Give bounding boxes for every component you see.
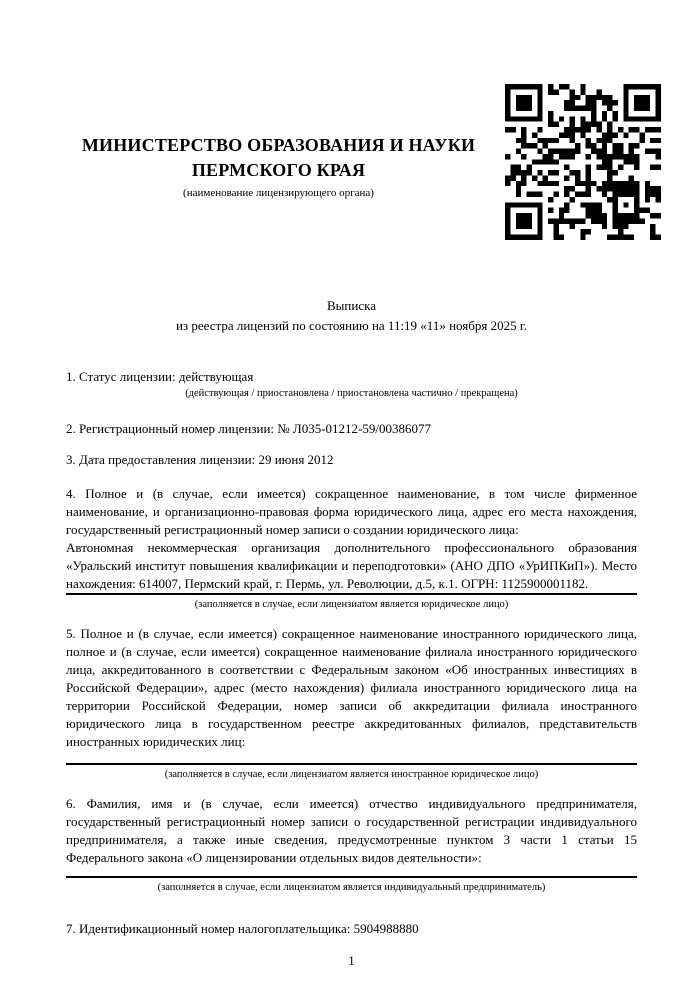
field-legal-entity [66,485,637,593]
document-title [66,296,637,335]
field-taxpayer-id: 7. Идентификационный номер налогоплательщика: 5904988880 [66,921,419,936]
authority-name-line1: МИНИСТЕРСТВО ОБРАЗОВАНИЯ И НАУКИ [81,135,476,155]
authority-name-caption: (наименование лицензирующего органа) [183,187,374,199]
field-license-status: 1. Статус лицензии: действующая [66,369,254,384]
field-license-grant-date: 3. Дата предоставления лицензии: 29 июня 2012 [66,452,334,467]
title-line2: из реестра лицензий по состоянию на 11:19 «11» ноября 2025 г. [176,317,527,333]
licensing-authority-name [66,133,491,183]
field-individual-entrepreneur-caption: (заполняется в случае, если лицензиатом является индивидуальный предприниматель) [157,882,546,893]
field-individual-entrepreneur: 6. Фамилия, имя и (в случае, если имеется) отчество индивидуального предпринимателя, государственный регистрационный номер записи о государственной регистрации индивидуального предпринимателя, а также иные сведения, предусмотренные пунктом 3 части 1 статьи 15 Федерального закона «О лицензировании отдельных видов деятельности»: [66,796,637,865]
field-legal-entity-prompt: 4. Полное и (в случае, если имеется) сокращенное наименование, в том числе фирменное наименование, и организационно-правовая форма юридического лица, адрес его места нахождения, государственный регистрационный номер записи о создании юридического лица: [66,486,637,537]
individual-entrepreneur-underline [66,876,637,878]
field-registration-number: 2. Регистрационный номер лицензии: № Л035-01212-59/00386077 [66,421,432,436]
field-license-status-caption: (действующая / приостановлена / приостановлена частично / прекращена) [185,388,518,399]
foreign-entity-underline [66,763,637,765]
field-legal-entity-value: Автономная некоммерческая организация дополнительного профессионального образования «Уральский институт повышения квалификации и переподготовки» (АНО ДПО «УрИПКиП»). Место нахождения: 614007, Пермский край, г. Пермь, ул. Революции, д.5, к.1. ОГРН: 1125900001182. [66,540,637,591]
authority-name-line2: ПЕРМСКОГО КРАЯ [191,160,366,180]
title-line1: Выписка [327,298,376,313]
page-number: 1 [348,953,355,968]
legal-entity-underline [66,593,637,595]
field-legal-entity-caption: (заполняется в случае, если лицензиатом является юридическое лицо) [194,599,509,610]
field-foreign-entity-caption: (заполняется в случае, если лицензиатом является иностранное юридическое лицо) [164,769,539,780]
qr-code-icon [505,84,661,240]
field-foreign-entity: 5. Полное и (в случае, если имеется) сокращенное наименование иностранного юридического лица, полное и (в случае, если имеется) сокращенное наименование филиала иностранного юридического лица, аккредитованного в соответствии с Федеральным законом «Об иностранных инвестициях в Российской Федерации», адрес (место нахождения) филиала иностранного юридического лица на территории Российской Федерации, номер записи об аккредитации филиала иностранного юридического лица в государственном реестре аккредитованных филиалов, представительств иностранных юридических лиц: [66,626,637,749]
document-content [0,133,700,970]
